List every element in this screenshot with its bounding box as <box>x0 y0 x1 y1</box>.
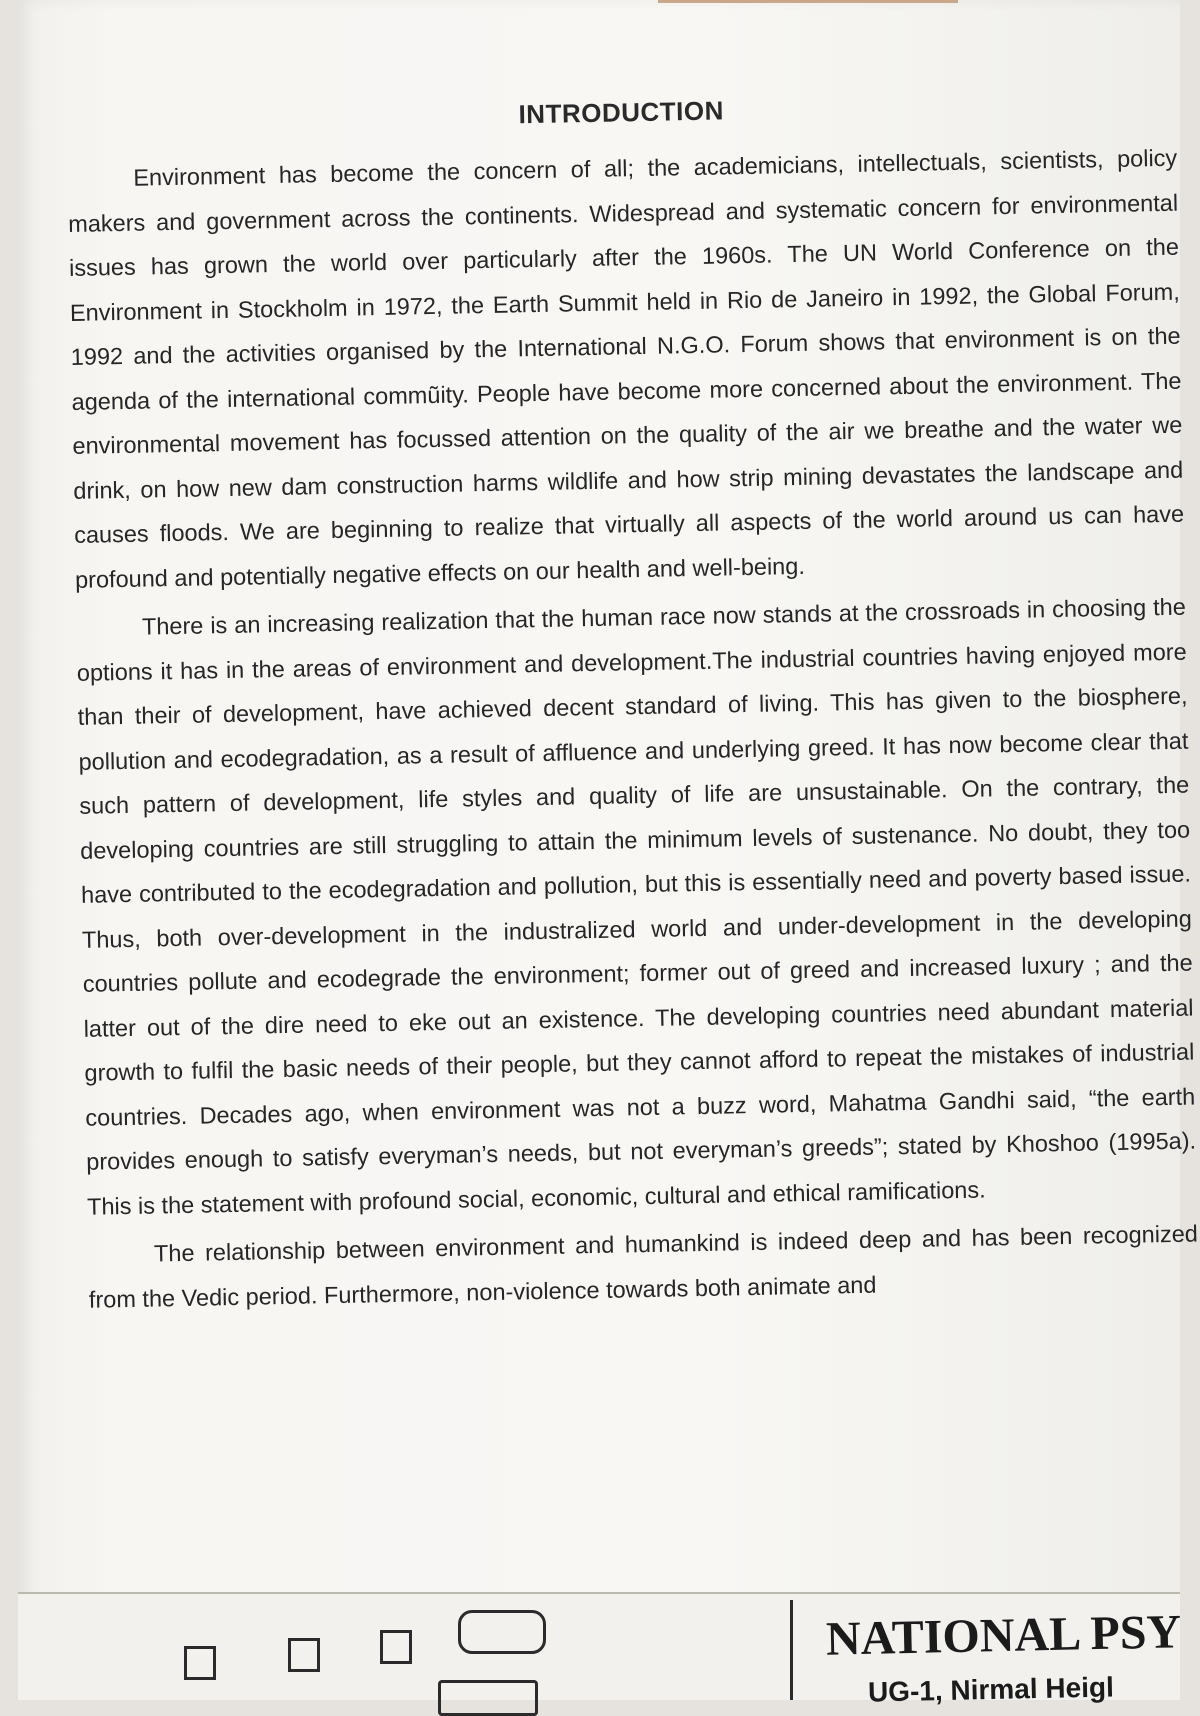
checkbox-outline-1 <box>184 1646 216 1680</box>
rectangle-box-outline <box>438 1680 538 1716</box>
footer-brand-text: NATIONAL PSY <box>825 1605 1182 1666</box>
rounded-box-outline <box>458 1610 546 1654</box>
binding-strip <box>658 0 958 3</box>
section-heading: INTRODUCTION <box>518 95 725 130</box>
checkbox-outline-3 <box>380 1630 412 1664</box>
paragraph-3: The relationship between environment and humankind is indeed deep and has been recognized from the Vedic period. Furthermore, non-violence towards both animate and <box>88 1220 1199 1313</box>
paragraph-2: There is an increasing realization that the human race now stands at the crossroads in choosing the options it has in the areas of environment and development.The industrial countries having enjoyed more than their of development, have achieved decent standard of living. This has given to the biosphere, pollution and ecodegradation, as a result of affluence and underlying greed. It has now become clear that such pattern of development, life styles and quality of life are unsustainable. On the contrary, the developing countries are still struggling to attain the minimum levels of sustenance. No doubt, they too have contributed to the ecodegradation and pollution, but this is essentially need and poverty based issue. Thus, both over-development in the industralized world and under-development in the developing countries pollute and ecodegrade the environment; former out of greed and increased luxury ; and the latter out of the dire need to eke out an existence. The developing countries need abundant material growth to fulfil the basic needs of their people, but they cannot afford to repeat the mistakes of industrial countries. Decades ago, when environment was not a buzz word, Mahatma Gandhi said, “the earth provides enough to satisfy everyman’s needs, but not everyman’s greeds”; stated by Khoshoo (1995a). This is the statement with profound social, economic, cultural and ethical ramifications. <box>76 593 1197 1220</box>
checkbox-outline-2 <box>288 1638 320 1672</box>
paragraph-1: Environment has become the concern of all; the academicians, intellectuals, scientists, policy makers and government across the continents. Widespread and systematic concern for environmental issues has grown the world over particularly after the 1960s. The UN World Conference on the Environment in Stockholm in 1972, the Earth Summit held in Rio de Janeiro in 1992, the Global Forum, 1992 and the activities organised by the International N.G.O. Forum shows that environment is on the agenda of the international commũity. People have become more concerned about the environment. The environmental movement has focussed attention on the quality of the air we breathe and the water we drink, on how new dam construction harms wildlife and how strip mining devastates the landscape and causes floods. We are beginning to realize that virtually all aspects of the world around us can have profound and potentially negative effects on our health and well-being. <box>67 144 1185 593</box>
footer-divider <box>790 1600 793 1700</box>
document-body <box>66 87 1199 1322</box>
page-footer <box>18 1592 1182 1708</box>
footer-address-text: UG-1, Nirmal Heigl <box>867 1671 1115 1708</box>
